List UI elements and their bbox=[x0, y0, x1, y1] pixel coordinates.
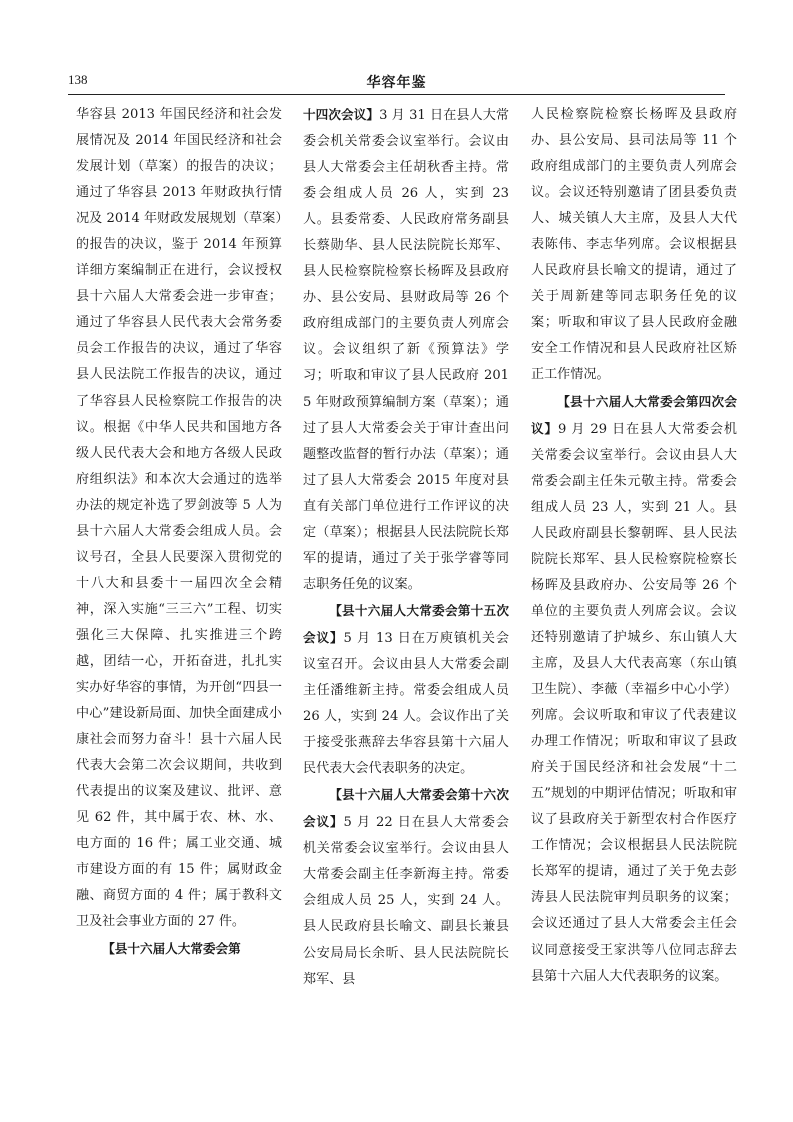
header-rule bbox=[68, 94, 725, 95]
section-heading: 【县十六届人大常委会第 bbox=[102, 940, 241, 956]
paragraph-text: 5 月 13 日在万庾镇机关会议室召开。会议由县人大常委会副主任潘维新主持。常委会组成人员 26 人，实到 24 人。会议作出了关于接受张燕辞去华容县第十六届人民代表大会代表职务的决定。 bbox=[303, 630, 509, 777]
page-number: 138 bbox=[68, 72, 88, 87]
column-left bbox=[76, 102, 282, 963]
running-title: 华容年鉴 bbox=[366, 75, 427, 91]
paragraph-text: 9 月 29 日在县人大常委会机关常委会议室举行。会议由县人大常委会副主任朱元敬主持。常委会组成人员 23 人，实到 21 人。县人民政府副县长黎朝晖、县人民法院院长郑军、县人民检察院检察长杨晖及县政府办、公安局等 26 个单位的主要负责人列席会议。会议还特别邀请了护城乡、东山镇人大主席，及县人大代表高寒（东山镇卫生院）、李薇（幸福乡中心小学）列席。会议听取和审议了代表建议办理工作情况；听取和审议了县政府关于国民经济和社会发展“十二五”规划的中期评估情况；听取和审议了县政府关于新型农村合作医疗工作情况；会议根据县人民法院院长郑军的提请，通过了关于免去彭涛县人民法院审判员职务的议案；会议还通过了县人大常委会主任会议同意接受王家洪等八位同志辞去县第十六届人大代表职务的议案。 bbox=[531, 421, 738, 984]
paragraph-meeting-16 bbox=[303, 782, 509, 992]
section-heading: 【县十六届人大常委会第十五次会议】 bbox=[303, 602, 509, 645]
page-header bbox=[68, 72, 725, 94]
paragraph-continued: 人民检察院检察长杨晖及县政府办、县公安局、县司法局等 11 个政府组成部门的主要负责人列席会议。会议还特别邀请了团县委负责人、城关镇人大主席，及县人大代表陈伟、李志华列席。会议根据县人民政府县长喻文的提请，通过了关于周新建等同志职务任免的议案；听取和审议了县人民政府金融安全工作情况和县人民政府社区矫正工作情况。 bbox=[531, 107, 737, 383]
section-heading: 【县十六届人大常委会第十六次会议】 bbox=[303, 787, 509, 830]
paragraph-meeting-4 bbox=[531, 389, 737, 990]
paragraph-text: 5 月 22 日在县人大常委会机关常委会议室举行。会议由县人大常委会副主任李新海主持。常委会组成人员 25 人，实到 24 人。县人民政府县长喻文、副县长兼县公安局局长余昕、县人民法院院长郑军、县 bbox=[303, 815, 509, 987]
paragraph-continued: 华容县 2013 年国民经济和社会发展情况及 2014 年国民经济和社会发展计划（草案）的报告的决议；通过了华容县 2013 年财政执行情况及 2014 年财政发展规划（草案）的报告的决议，鉴于 2014 年预算详细方案编制正在进行，会议授权县十六届人大常委会进一步审查；通过了华容县人民代表大会常务委员会工作报告的决议，通过了华容县人民法院工作报告的决议，通过了华容县人民检察院工作报告的决议。根据《中华人民共和国地方各级人民代表大会和地方各级人民政府组织法》和本次大会通过的选举办法的规定补选了罗剑波等 5 人为县十六届人大常委会组成人员。会议号召，全县人民要深入贯彻党的十八大和县委十一届四次全会精神，深入实施“三三六”工程、切实强化三大保障、扎实推进三个跨越，团结一心，开拓奋进，扎扎实实办好华容的事情，为开创“四县一中心”建设新局面、加快全面建成小康社会而努力奋斗！县十六届人民代表大会第二次会议期间，共收到代表提出的议案及建议、批评、意见 62 件，其中属于农、林、水、电方面的 16 件；属工业交通、城市建设方面的有 15 件；属财政金融、商贸方面的 4 件；属于教科文卫及社会事业方面的 27 件。 bbox=[76, 107, 282, 930]
section-heading: 十四次会议】 bbox=[303, 107, 380, 122]
column-middle bbox=[303, 102, 509, 993]
column-right bbox=[531, 102, 737, 990]
paragraph-text: 3 月 31 日在县人大常委会机关常委会议室举行。会议由县人大常委会主任胡秋香主持。常委会组成人员 26 人，实到 23 人。县委常委、人民政府常务副县长蔡勋华、县人民法院院长郑军、县人民检察院检察长杨晖及县政府办、县公安局、县财政局等 26 个政府组成部门的主要负责人列席会议。会议组织了新《预算法》学习；听取和审议了县人民政府 2015 年财政预算编制方案（草案）；通过了县人大常委会关于审计查出问题整改监督的暂行办法（草案）；通过了县人大常委会 2015 年度对县直有关部门单位进行工作评议的决定（草案）；根据县人民法院院长郑军的提请，通过了关于张学睿等同志职务任免的议案。 bbox=[303, 108, 510, 592]
paragraph-meeting-14 bbox=[303, 102, 509, 598]
paragraph-meeting-15 bbox=[303, 598, 509, 782]
section-heading: 【县十六届人大常委会第四次会议】 bbox=[531, 393, 737, 436]
section-heading-meeting-14-start bbox=[76, 936, 282, 963]
